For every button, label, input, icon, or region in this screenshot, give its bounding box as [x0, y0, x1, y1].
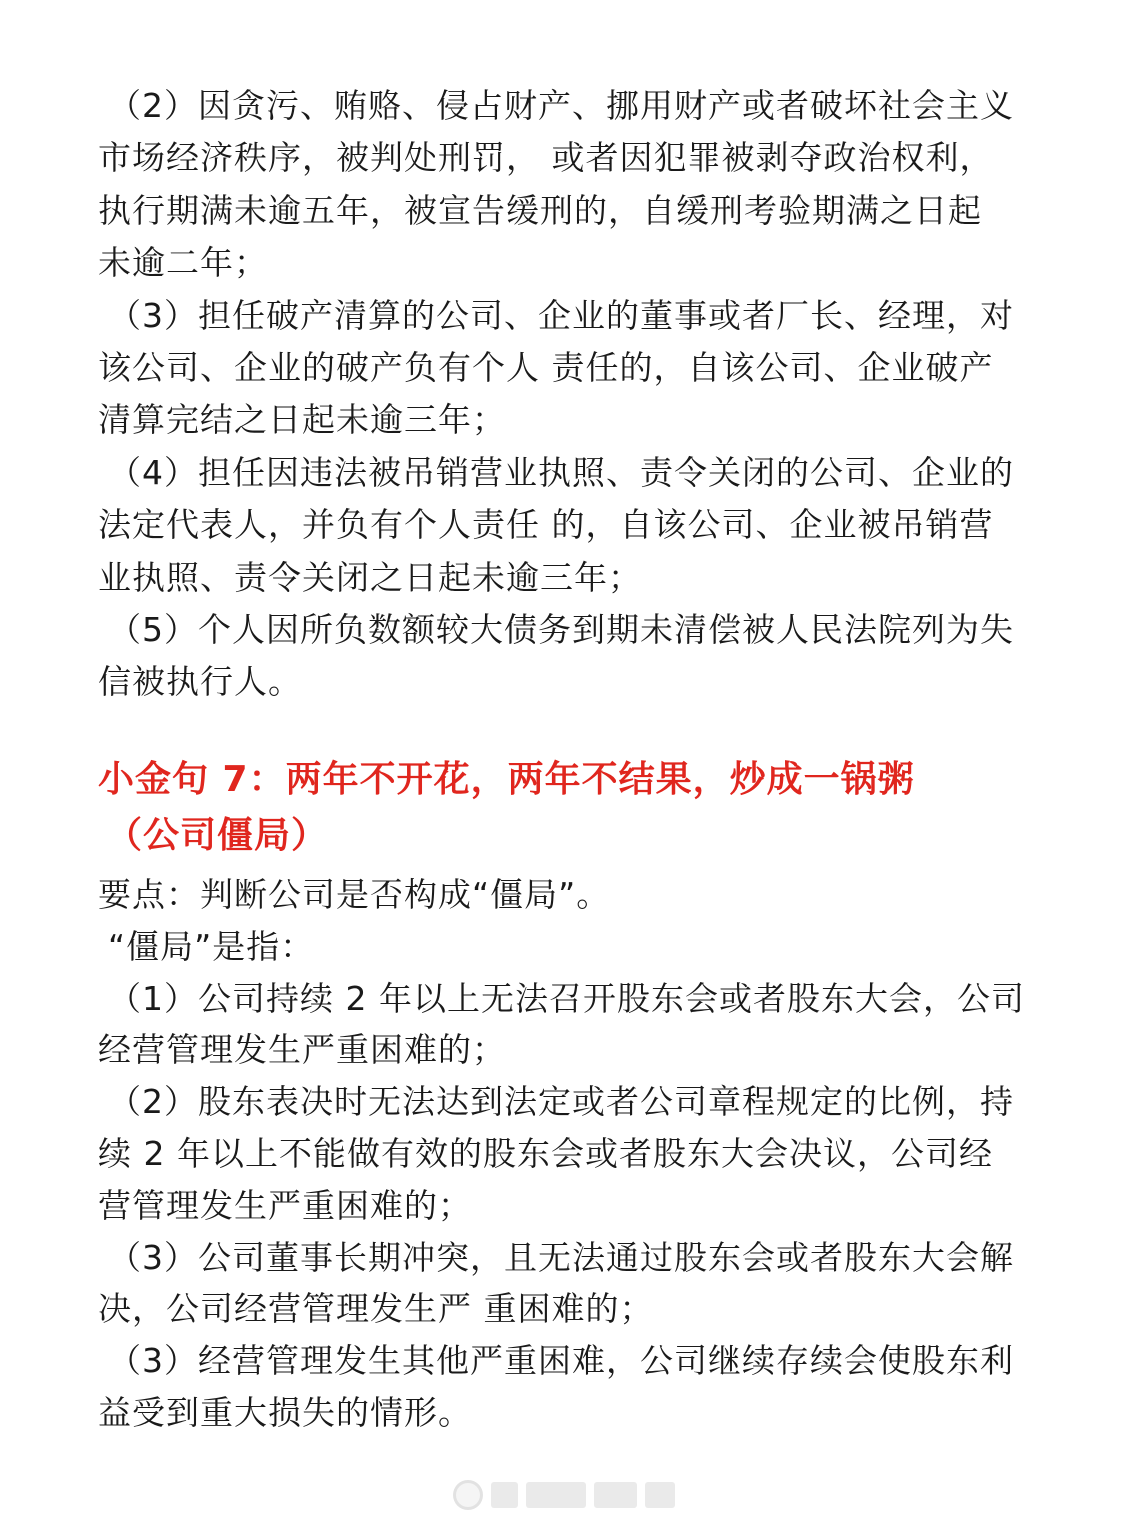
definition-intro-line: “僵局”是指：	[108, 926, 315, 966]
watermark-mark	[645, 1482, 675, 1508]
criteria-line: 未逾二年；	[98, 243, 268, 283]
criteria-line: 法定代表人，并负有个人责任 的，自该公司、企业被吊销营	[98, 505, 994, 545]
deadlock-line: （1）公司持续 2 年以上无法召开股东会或者股东大会，公司	[108, 978, 1025, 1018]
deadlock-line: （3）公司董事长期冲突，且无法通过股东会或者股东大会解	[108, 1237, 1014, 1277]
criteria-line: 市场经济秩序，被判处刑罚， 或者因犯罪被剥夺政治权利，	[98, 138, 994, 178]
criteria-line: （4）担任因违法被吊销营业执照、责令关闭的公司、企业的	[108, 452, 1014, 492]
watermark-mark	[594, 1482, 638, 1508]
disqualification-criteria	[98, 80, 1028, 709]
criteria-line: （3）担任破产清算的公司、企业的董事或者厂长、经理，对	[108, 295, 1014, 335]
deadlock-line: 营管理发生严重困难的；	[98, 1185, 472, 1225]
deadlock-line: （2）股东表决时无法达到法定或者公司章程规定的比例，持	[108, 1082, 1014, 1122]
watermark-mark	[491, 1482, 519, 1508]
section-heading-title: 小金句 7：两年不开花，两年不结果，炒成一锅粥	[98, 759, 915, 800]
deadlock-line: 经营管理发生严重困难的；	[98, 1030, 506, 1070]
criteria-line: （2）因贪污、贿赂、侵占财产、挪用财产或者破坏社会主义	[108, 86, 1014, 125]
section-heading	[98, 752, 1028, 864]
criteria-line: 清算完结之日起未逾三年；	[98, 400, 506, 440]
criteria-line: 执行期满未逾五年，被宣告缓刑的，自缓刑考验期满之日起	[98, 190, 982, 230]
criteria-line: 该公司、企业的破产负有个人 责任的，自该公司、企业破产	[98, 347, 994, 387]
key-point-line: 要点：判断公司是否构成“僵局”。	[98, 875, 611, 914]
deadlock-line: 益受到重大损失的情形。	[98, 1392, 472, 1432]
company-deadlock-section	[98, 869, 1028, 1439]
criteria-line: （5）个人因所负数额较大债务到期未清偿被人民法院列为失	[108, 609, 1014, 649]
watermark-logo-icon	[453, 1480, 483, 1510]
deadlock-line: （3）经营管理发生其他严重困难，公司继续存续会使股东利	[108, 1341, 1014, 1381]
section-heading-subtitle: （公司僵局）	[106, 815, 329, 856]
criteria-line: 业执照、责令关闭之日起未逾三年；	[98, 557, 642, 597]
watermark-mark	[526, 1482, 585, 1508]
deadlock-line: 决，公司经营管理发生严 重困难的；	[98, 1289, 654, 1329]
deadlock-line: 续 2 年以上不能做有效的股东会或者股东大会决议，公司经	[98, 1133, 993, 1173]
watermark	[453, 1478, 675, 1512]
criteria-line: 信被执行人。	[98, 662, 302, 702]
